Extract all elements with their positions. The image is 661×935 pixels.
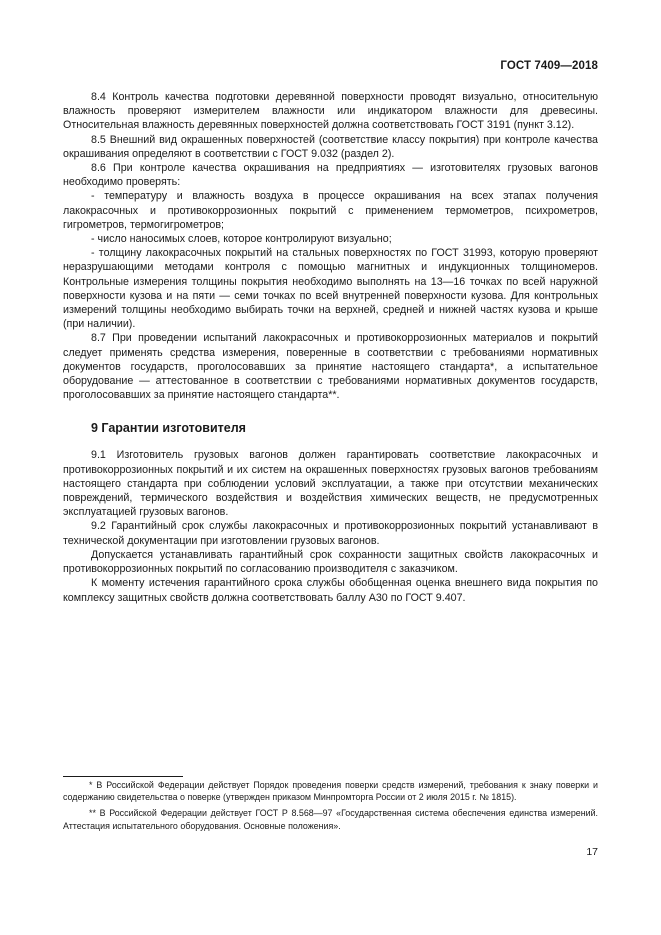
paragraph-8-7: 8.7 При проведении испытаний лакокрасочных и противокоррозионных материалов и покрытий следует применять средства измерения, поверенные в соответствии с требованиями нормативных документов государств, проголосовавших за принятие настоящего стандарта*, а испытательное оборудование — аттестованное в соответствии с требованиями нормативных документов государств, проголосовавших за принятие настоящего стандарта**. [63,332,598,402]
footnotes [63,779,598,836]
paragraph-8-4: 8.4 Контроль качества подготовки деревянной поверхности проводят визуально, относительную влажность проверяют измерителем влажности или индикатором влажности для древесины. Относительная влажность деревянных поверхностей должна соответствовать ГОСТ 3191 (пункт 3.12). [63,91,598,132]
main-content [63,90,598,605]
paragraph-9-2: 9.2 Гарантийный срок службы лакокрасочных и противокоррозионных покрытий устанавливают в технической документации при изготовлении грузовых вагонов. [63,520,598,547]
section-9-heading: 9 Гарантии изготовителя [91,421,246,436]
paragraph-9-2-extension: Допускается устанавливать гарантийный срок сохранности защитных свойств лакокрасочных и противокоррозионных покрытий по согласованию производителя с заказчиком. [63,548,598,576]
page-number: 17 [586,846,598,858]
paragraph-9-2-assessment: К моменту истечения гарантийного срока службы обобщенная оценка внешнего вида покрытия по комплексу защитных свойств должна соответствовать баллу А30 по ГОСТ 9.407. [63,577,598,604]
footnote-divider [63,776,183,777]
paragraph-8-6: 8.6 При контроле качества окрашивания на предприятиях — изготовителях грузовых вагонов необходимо проверять: [63,162,598,189]
footnote-2: ** В Российской Федерации действует ГОСТ Р 8.568—97 «Государственная система обеспечения единства измерений. Аттестация испытательного оборудования. Основные положения». [63,808,598,831]
list-item: - температуру и влажность воздуха в процессе окрашивания на всех этапах получения лакокрасочных и противокоррозионных покрытий с применением термометров, психрометров, гигрометров, термогигрометров; [63,190,598,231]
footnote-1: * В Российской Федерации действует Порядок проведения поверки средств измерений, требования к знаку поверки и содержанию свидетельства о поверке (утвержден приказом Минпромторга России от 2 июля 2015 г. № 1815). [63,780,598,803]
list-item: - толщину лакокрасочных покрытий на стальных поверхностях по ГОСТ 31993, которую проверяют неразрушающими методами контроля с помощью магнитных и индукционных толщиномеров. Контрольные измерения толщины покрытия необходимо выполнять на 13—16 точках по всей наружной поверхности кузова и на пяти — семи точках по всей внутренней поверхности кузова. Для контрольных измерений толщины необходимо выбирать точки на верхней, средней и нижней частях кузова и крыше (при наличии). [63,247,598,331]
document-header: ГОСТ 7409—2018 [500,60,598,72]
list-item: - число наносимых слоев, которое контролируют визуально; [91,233,392,246]
paragraph-9-1: 9.1 Изготовитель грузовых вагонов должен гарантировать соответствие лакокрасочных и противокоррозионных покрытий и их систем на окрашенных поверхностях грузовых вагонов требованиям настоящего стандарта при соблюдении условий эксплуатации, а также при отсутствии механических повреждений, термического воздействия и воздействия химических веществ, не предусмотренных эксплуатацией грузовых вагонов. [63,449,598,519]
paragraph-8-5: 8.5 Внешний вид окрашенных поверхностей (соответствие классу покрытия) при контроле качества окрашивания определяют в соответствии с ГОСТ 9.032 (раздел 2). [63,133,598,160]
